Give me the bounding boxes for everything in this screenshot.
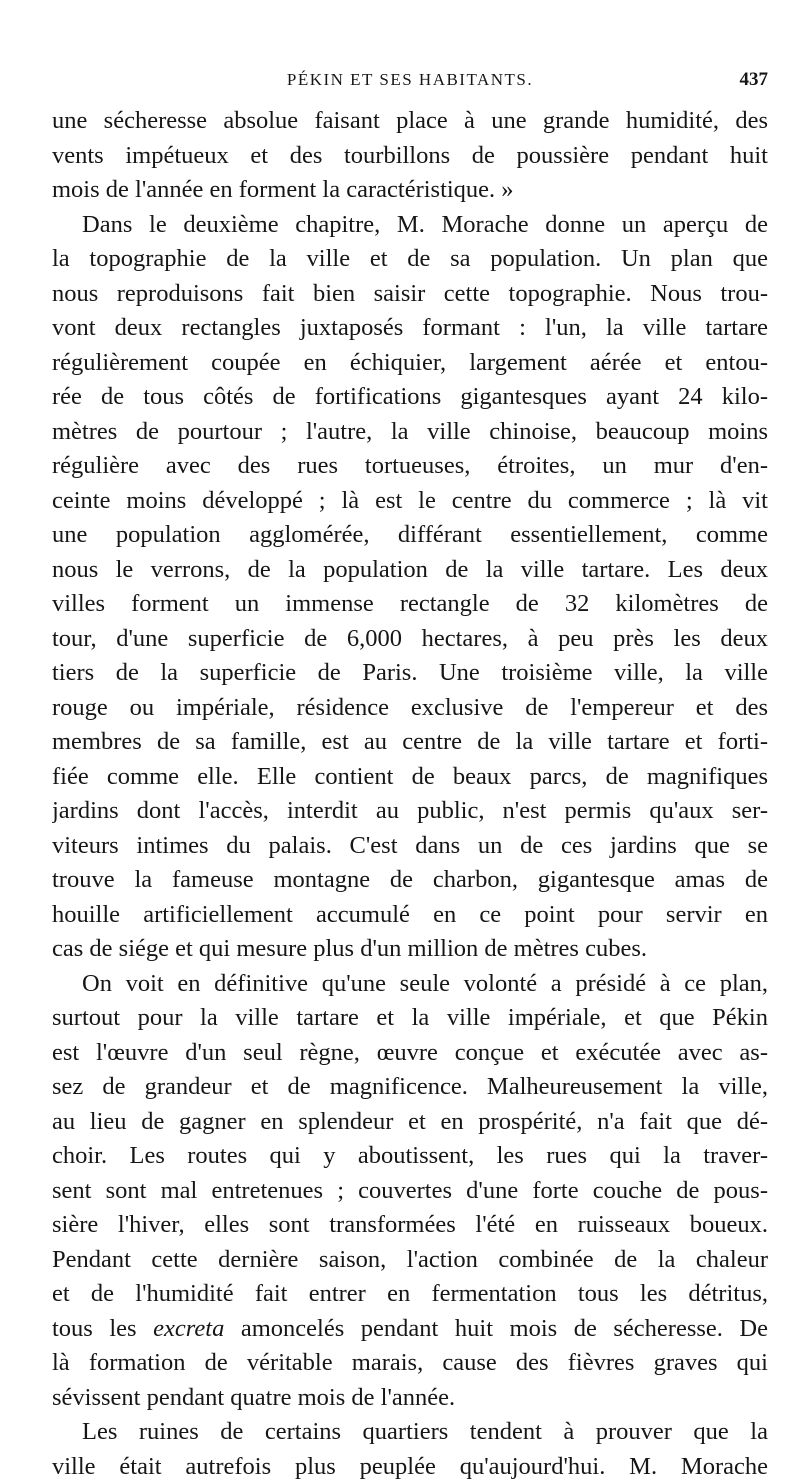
text-line: une population agglomérée, différant essentiellement, comme <box>52 518 768 553</box>
text-line: rouge ou impériale, résidence exclusive de l'empereur et des <box>52 691 768 726</box>
text-line: et de l'humidité fait entrer en fermentation tous les détritus, <box>52 1277 768 1312</box>
text-line: vents impétueux et des tourbillons de poussière pendant huit <box>52 139 768 174</box>
text-line: régulièrement coupée en échiquier, largement aérée et entou- <box>52 346 768 381</box>
text-line: rée de tous côtés de fortifications gigantesques ayant 24 kilo- <box>52 380 768 415</box>
text-line: sévissent pendant quatre mois de l'année. <box>52 1381 768 1416</box>
text-line: sez de grandeur et de magnificence. Malheureusement la ville, <box>52 1070 768 1105</box>
text-line: trouve la fameuse montagne de charbon, gigantesque amas de <box>52 863 768 898</box>
text-line: nous le verrons, de la population de la ville tartare. Les deux <box>52 553 768 588</box>
text-line: Dans le deuxième chapitre, M. Morache donne un aperçu de <box>52 208 768 243</box>
italic-term: excreta <box>153 1315 224 1342</box>
text-line: une sécheresse absolue faisant place à une grande humidité, des <box>52 104 768 139</box>
text-line: tous les excreta amoncelés pendant huit mois de sécheresse. De <box>52 1312 768 1347</box>
text-line: sière l'hiver, elles sont transformées l'été en ruisseaux boueux. <box>52 1208 768 1243</box>
running-head <box>52 68 768 92</box>
text-line: ville était autrefois plus peuplée qu'aujourd'hui. M. Morache <box>52 1450 768 1484</box>
text-line: cas de siége et qui mesure plus d'un million de mètres cubes. <box>52 932 768 967</box>
text-line: Pendant cette dernière saison, l'action combinée de la chaleur <box>52 1243 768 1278</box>
text-line: fiée comme elle. Elle contient de beaux parcs, de magnifiques <box>52 760 768 795</box>
text-line: On voit en définitive qu'une seule volonté a présidé à ce plan, <box>52 967 768 1002</box>
body-text <box>52 104 768 1484</box>
text-line: villes forment un immense rectangle de 32 kilomètres de <box>52 587 768 622</box>
running-title: PÉKIN ET SES HABITANTS. <box>52 68 768 92</box>
text-line: viteurs intimes du palais. C'est dans un de ces jardins que se <box>52 829 768 864</box>
text-line: choir. Les routes qui y aboutissent, les rues qui la traver- <box>52 1139 768 1174</box>
text-line: au lieu de gagner en splendeur et en prospérité, n'a fait que dé- <box>52 1105 768 1140</box>
text-line: surtout pour la ville tartare et la ville impériale, et que Pékin <box>52 1001 768 1036</box>
text-line: Les ruines de certains quartiers tendent à prouver que la <box>52 1415 768 1450</box>
text-line: vont deux rectangles juxtaposés formant : l'un, la ville tartare <box>52 311 768 346</box>
text-line: est l'œuvre d'un seul règne, œuvre conçue et exécutée avec as- <box>52 1036 768 1071</box>
text-line: houille artificiellement accumulé en ce point pour servir en <box>52 898 768 933</box>
text-line: jardins dont l'accès, interdit au public, n'est permis qu'aux ser- <box>52 794 768 829</box>
text-line: sent sont mal entretenues ; couvertes d'une forte couche de pous- <box>52 1174 768 1209</box>
text-line: là formation de véritable marais, cause des fièvres graves qui <box>52 1346 768 1381</box>
page-number: 437 <box>740 68 769 92</box>
text-line: régulière avec des rues tortueuses, étroites, un mur d'en- <box>52 449 768 484</box>
text-line: nous reproduisons fait bien saisir cette topographie. Nous trou- <box>52 277 768 312</box>
text-line: ceinte moins développé ; là est le centre du commerce ; là vit <box>52 484 768 519</box>
text-line: membres de sa famille, est au centre de la ville tartare et forti- <box>52 725 768 760</box>
text-line: mètres de pourtour ; l'autre, la ville chinoise, beaucoup moins <box>52 415 768 450</box>
text-line: mois de l'année en forment la caractéristique. » <box>52 173 768 208</box>
text-line: tour, d'une superficie de 6,000 hectares, à peu près les deux <box>52 622 768 657</box>
text-line: tiers de la superficie de Paris. Une troisième ville, la ville <box>52 656 768 691</box>
text-line: la topographie de la ville et de sa population. Un plan que <box>52 242 768 277</box>
